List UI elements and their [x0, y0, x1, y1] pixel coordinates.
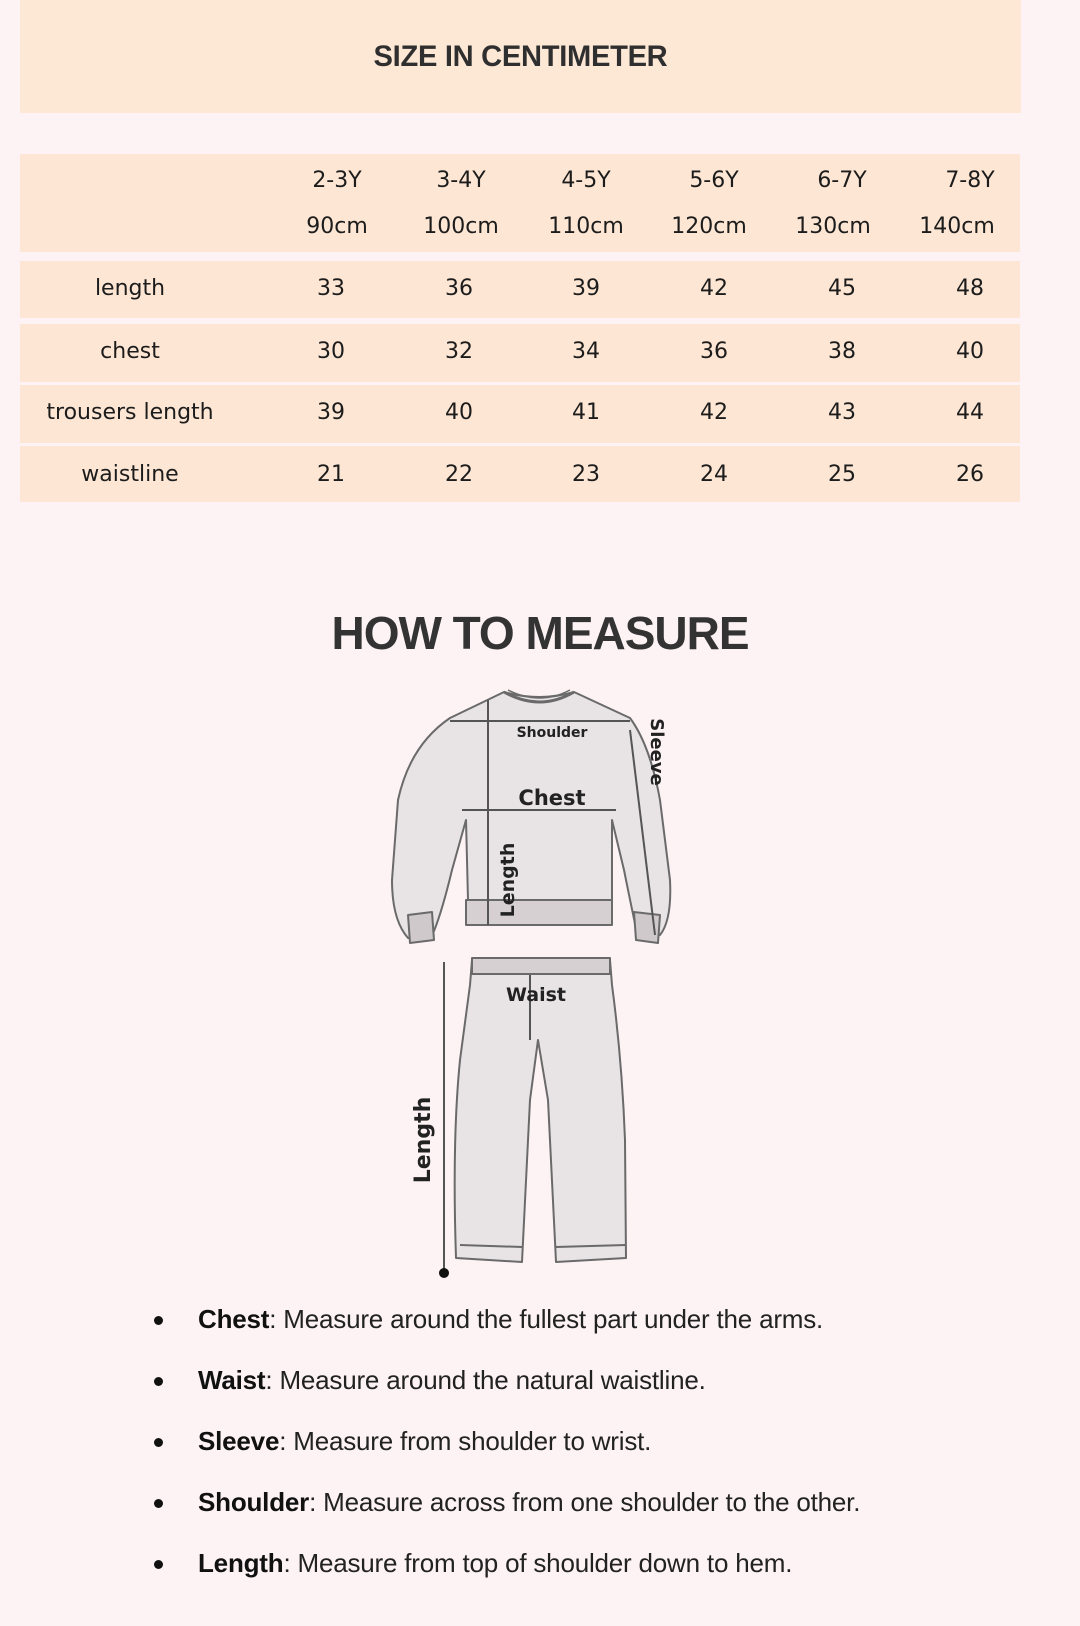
how-to-measure-heading: HOW TO MEASURE: [331, 607, 749, 659]
list-item: [140, 1548, 1040, 1609]
table-row: [20, 324, 1020, 382]
row-value: 40: [956, 339, 984, 364]
column-age: 3-4Y: [436, 168, 486, 193]
table-row: [20, 446, 1020, 502]
tip-term: Waist: [198, 1365, 266, 1395]
row-value: 23: [572, 462, 600, 487]
tip-text: : Measure around the fullest part under the arms.: [269, 1304, 824, 1334]
tip-text: : Measure across from one shoulder to the other.: [309, 1487, 861, 1517]
row-value: 39: [317, 400, 345, 425]
row-value: 41: [572, 400, 600, 425]
column-age: 4-5Y: [561, 168, 611, 193]
row-value: 44: [956, 400, 984, 425]
tip-text: : Measure around the natural waistline.: [265, 1365, 706, 1395]
column-height: 130cm: [795, 214, 871, 239]
row-value: 43: [828, 400, 856, 425]
diagram-label-sleeve: Sleeve: [646, 718, 667, 786]
column-age: 2-3Y: [312, 168, 362, 193]
row-value: 39: [572, 276, 600, 301]
size-table-header: [20, 154, 1020, 252]
tip-term: Chest: [198, 1304, 270, 1334]
size-chart-title: SIZE IN CENTIMETER: [373, 39, 668, 73]
size-chart-title-banner: [20, 0, 1021, 113]
column-height: 110cm: [548, 214, 624, 239]
tip-text: : Measure from shoulder to wrist.: [279, 1426, 652, 1456]
diagram-label-waist: Waist: [505, 984, 567, 1006]
diagram-label-top-length: Length: [497, 842, 519, 918]
row-value: 25: [828, 462, 856, 487]
row-value: 45: [828, 276, 856, 301]
column-height: 120cm: [671, 214, 747, 239]
row-label: waistline: [81, 462, 179, 487]
list-item: [140, 1365, 1040, 1426]
diagram-label-pants-length: Length: [411, 1096, 436, 1184]
column-height: 100cm: [423, 214, 499, 239]
measurement-diagram: [370, 660, 700, 1280]
column-age: 6-7Y: [817, 168, 867, 193]
tip-term: Length: [198, 1548, 284, 1578]
measuring-tips-list: [140, 1304, 1040, 1609]
row-value: 42: [700, 276, 728, 301]
list-item: [140, 1304, 1040, 1365]
bullet-icon: [154, 1499, 163, 1508]
column-height: 140cm: [919, 214, 995, 239]
bullet-icon: [154, 1377, 163, 1386]
column-age: 7-8Y: [945, 168, 995, 193]
row-label: chest: [100, 339, 160, 364]
row-value: 36: [445, 276, 473, 301]
row-value: 30: [317, 339, 345, 364]
bullet-icon: [154, 1438, 163, 1447]
row-value: 32: [445, 339, 473, 364]
row-value: 40: [445, 400, 473, 425]
row-value: 26: [956, 462, 984, 487]
row-value: 42: [700, 400, 728, 425]
bullet-icon: [154, 1560, 163, 1569]
table-row: [20, 385, 1020, 443]
diagram-label-shoulder: Shoulder: [516, 725, 588, 741]
column-height: 90cm: [306, 214, 368, 239]
tip-term: Sleeve: [198, 1426, 280, 1456]
row-value: 21: [317, 462, 345, 487]
table-row: [20, 261, 1020, 318]
bullet-icon: [154, 1316, 163, 1325]
row-value: 33: [317, 276, 345, 301]
list-item: [140, 1487, 1040, 1548]
row-value: 34: [572, 339, 600, 364]
column-age: 5-6Y: [689, 168, 739, 193]
diagram-label-chest: Chest: [518, 786, 586, 810]
row-value: 22: [445, 462, 473, 487]
tip-text: : Measure from top of shoulder down to hem.: [283, 1548, 793, 1578]
row-label: trousers length: [46, 400, 214, 425]
row-label: length: [94, 276, 166, 301]
row-value: 36: [700, 339, 728, 364]
row-value: 38: [828, 339, 856, 364]
tip-term: Shoulder: [198, 1487, 310, 1517]
row-value: 24: [700, 462, 728, 487]
list-item: [140, 1426, 1040, 1487]
row-value: 48: [956, 276, 984, 301]
